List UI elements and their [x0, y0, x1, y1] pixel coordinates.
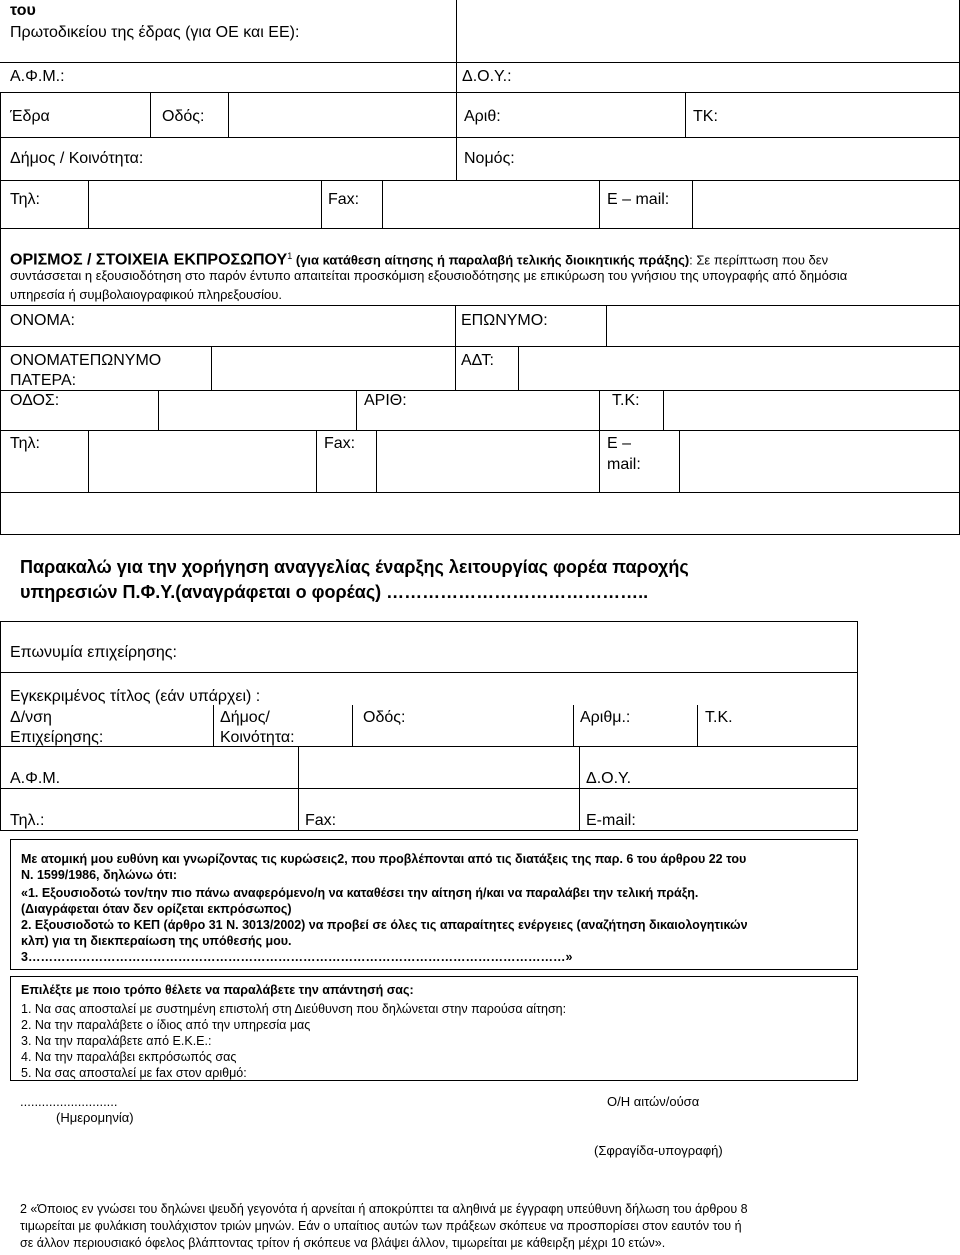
divider	[321, 180, 322, 228]
divider	[88, 430, 89, 492]
declaration-line-4: (Διαγράφεται όταν δεν ορίζεται εκπρόσωπος)	[21, 902, 292, 916]
divider	[518, 346, 519, 390]
divider	[456, 92, 457, 180]
divider	[0, 62, 960, 63]
declaration-line-5: 2. Εξουσιοδοτώ το ΚΕΠ (άρθρο 31 Ν. 3013/2002) να προβεί σε όλες τις απαραίτητες ενέργειες (αναζήτηση δικαιολογητικών	[21, 918, 748, 932]
divider	[692, 180, 693, 228]
label-adt: ΑΔΤ:	[461, 352, 494, 369]
label-tk: Τ.Κ.	[705, 709, 733, 726]
divider	[316, 430, 317, 492]
label-onoma: ΟΝΟΜΑ:	[10, 312, 75, 329]
label-email-1: E –	[607, 435, 632, 452]
declaration-box	[10, 839, 858, 970]
divider	[0, 180, 960, 181]
label-eponymia: Επωνυμία επιχείρησης:	[10, 644, 177, 661]
divider	[685, 92, 686, 137]
declaration-line-1: Με ατομική μου ευθύνη και γνωρίζοντας τις κυρώσεις2, που προβλέπονται από τις διατάξεις της παρ. 6 του άρθρου 22 του	[21, 852, 747, 866]
label-patronymo-1: ΟΝΟΜΑΤΕΠΩΝΥΜΟ	[10, 352, 162, 369]
label-titlos: Εγκεκριμένος τίτλος (εάν υπάρχει) :	[10, 688, 261, 705]
label-afm: Α.Φ.Μ.	[10, 770, 61, 787]
label-odos: Οδός:	[363, 709, 406, 726]
representative-note-2: συντάσσεται η εξουσιοδότηση στο παρόν έντυπο απαιτείται προσκόμιση εξουσιοδότησης με επικύρωση του γνήσιου της υπογραφής από δημόσια	[10, 268, 848, 283]
divider	[606, 305, 607, 346]
delivery-option-3[interactable]: 3. Να την παραλάβετε από Ε.Κ.Ε.:	[21, 1034, 212, 1048]
declaration-line-2: Ν. 1599/1986, δηλώνω ότι:	[21, 868, 178, 882]
representative-title: ΟΡΙΣΜΟΣ / ΣΤΟΙΧΕΙΑ ΕΚΠΡΟΣΩΠΟΥ	[10, 251, 288, 269]
label-dimos-2: Κοινότητα:	[220, 729, 295, 746]
divider	[0, 621, 1, 831]
divider	[0, 746, 858, 747]
representative-paren: (για κατάθεση αίτησης ή παραλαβή τελικής διοικητικής πράξης)	[292, 252, 690, 268]
divider	[298, 746, 299, 831]
label-dimos: Δήμος / Κοινότητα:	[10, 150, 144, 167]
divider	[455, 346, 456, 390]
divider	[0, 492, 960, 493]
divider	[456, 63, 457, 92]
divider	[0, 621, 858, 622]
delivery-heading: Επιλέξτε με ποιο τρόπο θέλετε να παραλάβετε την απάντησή σας:	[21, 983, 414, 997]
declaration-line-6: κλπ) για τη διεκπεραίωση της υπόθεσής μου.	[21, 934, 292, 948]
delivery-box	[10, 976, 858, 1081]
label-arith: Αριθ:	[464, 108, 501, 125]
label-doy: Δ.Ο.Υ.	[586, 770, 632, 787]
label-afm: Α.Φ.Μ.:	[10, 68, 65, 85]
label-email: E-mail:	[586, 812, 636, 829]
divider	[0, 390, 960, 391]
label-dnsi-2: Επιχείρησης:	[10, 729, 104, 746]
representative-rest: : Σε περίπτωση που δεν	[689, 252, 829, 268]
label-protodikeio: Πρωτοδικείου της έδρας (για ΟΕ και ΕΕ):	[10, 24, 300, 41]
divider	[679, 430, 680, 492]
footnote-ref: 1	[287, 251, 293, 261]
divider	[579, 746, 580, 831]
label-email: E – mail:	[607, 191, 670, 208]
label-email-2: mail:	[607, 456, 641, 473]
divider	[382, 180, 383, 228]
request-line-1: Παρακαλώ για την χορήγηση αναγγελίας έναρξης λειτουργίας φορέα παροχής	[20, 557, 689, 577]
label-til: Τηλ:	[10, 435, 40, 452]
divider	[213, 705, 214, 746]
date-dots: ...........................	[20, 1094, 118, 1109]
label-nomos: Νομός:	[464, 150, 515, 167]
divider	[88, 180, 89, 228]
request-line-2: υπηρεσιών Π.Φ.Υ.(αναγράφεται ο φορέας) ……………………………………..	[20, 582, 649, 602]
divider	[697, 705, 698, 746]
divider	[455, 305, 456, 346]
divider	[158, 390, 159, 430]
divider	[0, 672, 858, 673]
label-fax: Fax:	[328, 191, 360, 208]
delivery-option-5[interactable]: 5. Να σας αποσταλεί με fax στον αριθμό:	[21, 1066, 247, 1080]
divider	[228, 92, 229, 137]
stamp-label: (Σφραγίδα-υπογραφή)	[594, 1143, 723, 1158]
label-doy: Δ.Ο.Υ.:	[462, 68, 512, 85]
divider	[663, 390, 664, 430]
declaration-line-7: 3…………………………………………………………………………………………………………………»	[21, 950, 573, 964]
divider	[0, 788, 858, 789]
divider	[0, 830, 858, 831]
label-dimos-1: Δήμος/	[220, 709, 270, 726]
label-til: Τηλ:	[10, 191, 40, 208]
divider	[0, 228, 960, 229]
divider	[0, 534, 960, 535]
applicant-label: Ο/Η αιτών/ούσα	[607, 1094, 700, 1109]
divider	[352, 705, 353, 746]
label-edra: Έδρα	[10, 108, 50, 125]
label-arithm: Αριθμ.:	[580, 709, 631, 726]
divider	[0, 228, 1, 534]
divider	[0, 430, 960, 431]
divider	[356, 390, 357, 430]
representative-note-3: υπηρεσία ή συμβολαιογραφικού πληρεξουσίου.	[10, 287, 282, 302]
divider	[599, 430, 600, 492]
divider	[0, 137, 960, 138]
divider	[599, 390, 600, 430]
representative-heading	[10, 248, 828, 268]
footnote-line-3: σε άλλον περιουσιακό όφελος βλάπτοντας τρίτον ή σκόπευε να βλάψει άλλον, τιμωρείται με κάθειρξη μέχρι 10 ετών».	[20, 1236, 666, 1250]
label-tk: Τ.Κ:	[612, 392, 640, 409]
label-odos: ΟΔΟΣ:	[10, 392, 60, 409]
label-tou: του	[10, 2, 36, 19]
label-arith: ΑΡΙΘ:	[364, 392, 407, 409]
label-tk: ΤΚ:	[693, 108, 718, 125]
footnote-line-1: 2 «Όποιος εν γνώσει του δηλώνει ψευδή γεγονότα ή αρνείται ή αποκρύπτει τα αληθινά με έγγραφη υπεύθυνη δήλωση του άρθρου 8	[20, 1202, 748, 1216]
date-label: (Ημερομηνία)	[56, 1110, 134, 1125]
label-dnsi-1: Δ/νση	[10, 709, 52, 726]
label-eponymo: ΕΠΩΝΥΜΟ:	[461, 312, 548, 329]
footnote-line-2: τιμωρείται με φυλάκιση τουλάχιστον τριών μηνών. Εάν ο υπαίτιος αυτών των πράξεων σκόπευε να προσπορίσει στον εαυτόν του ή	[20, 1219, 742, 1233]
label-til: Τηλ.:	[10, 812, 45, 829]
divider	[857, 621, 858, 831]
divider	[573, 705, 574, 746]
label-fax: Fax:	[305, 812, 337, 829]
divider	[456, 0, 457, 62]
divider	[0, 92, 1, 228]
label-odos: Οδός:	[162, 108, 205, 125]
divider	[0, 346, 960, 347]
divider	[0, 305, 960, 306]
divider	[150, 92, 151, 137]
delivery-option-4[interactable]: 4. Να την παραλάβει εκπρόσωπός σας	[21, 1050, 237, 1064]
declaration-line-3: «1. Εξουσιοδοτώ τον/την πιο πάνω αναφερόμενο/η να καταθέσει την αίτηση ή/και να παραλάβει την τελική πράξη.	[21, 886, 699, 900]
divider	[0, 92, 960, 93]
label-fax: Fax:	[324, 435, 356, 452]
divider	[599, 180, 600, 228]
divider	[376, 430, 377, 492]
divider	[211, 346, 212, 390]
delivery-option-2[interactable]: 2. Να την παραλάβετε ο ίδιος από την υπηρεσία μας	[21, 1018, 311, 1032]
label-patronymo-2: ΠΑΤΕΡΑ:	[10, 372, 77, 389]
delivery-option-1[interactable]: 1. Να σας αποσταλεί με συστημένη επιστολή στη Διεύθυνση που δηλώνεται στην παρούσα αίτηση:	[21, 1002, 567, 1016]
